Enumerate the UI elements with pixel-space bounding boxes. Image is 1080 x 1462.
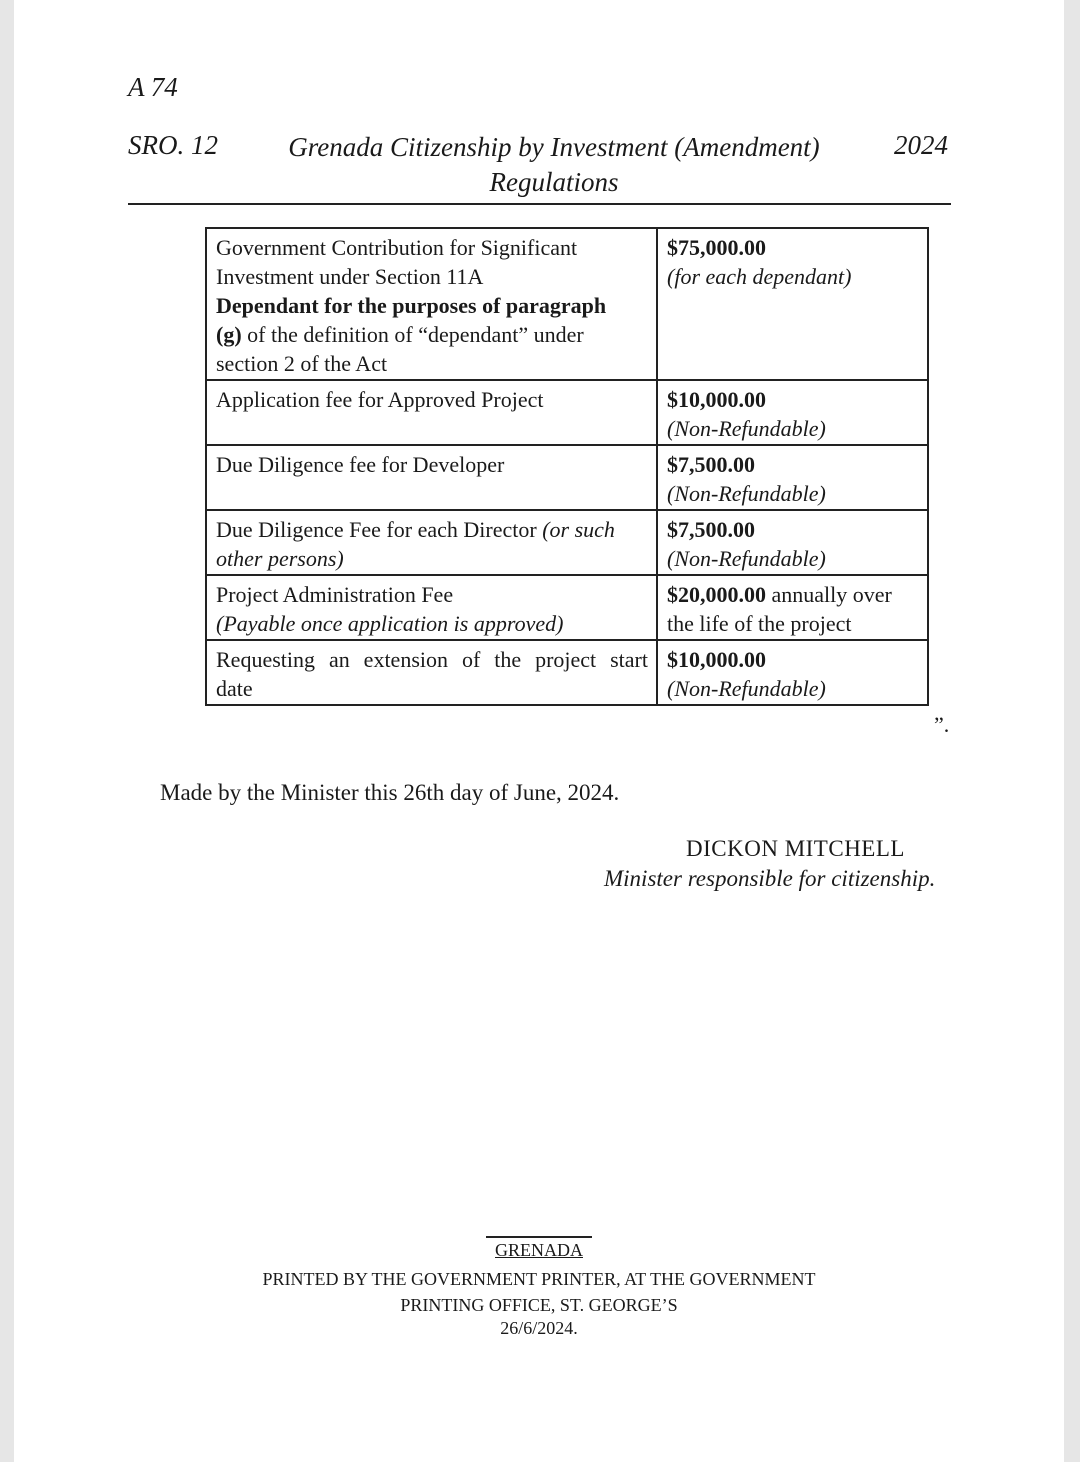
- header-title-line2: Regulations: [489, 167, 619, 197]
- fee-description: Requesting an extension of the project start date: [206, 640, 657, 705]
- footer-rule: [486, 1236, 592, 1238]
- header-title: [244, 130, 864, 200]
- fee-amount: $7,500.00 (Non-Refundable): [657, 445, 928, 510]
- made-by-statement: Made by the Minister this 26th day of June, 2024.: [160, 780, 620, 805]
- fee-table: [205, 227, 929, 706]
- fee-description: Application fee for Approved Project: [206, 380, 657, 445]
- footer-printer: PRINTED BY THE GOVERNMENT PRINTER, AT THE GOVERNMENT PRINTING OFFICE, ST. GEORGE’S: [262, 1269, 816, 1315]
- header-sro-number: SRO. 12: [128, 130, 218, 160]
- table-row: [206, 640, 928, 705]
- fee-description: Due Diligence Fee for each Director (or such other persons): [206, 510, 657, 575]
- table-row: [206, 380, 928, 445]
- header-rule: [128, 203, 951, 205]
- header-year: 2024: [894, 130, 948, 160]
- fee-amount: $20,000.00 annually over the life of the project: [657, 575, 928, 640]
- signatory-role: Minister responsible for citizenship.: [604, 866, 936, 891]
- footer-date: 26/6/2024.: [500, 1318, 578, 1338]
- fee-description: Project Administration Fee (Payable once application is approved): [206, 575, 657, 640]
- fee-amount: $7,500.00 (Non-Refundable): [657, 510, 928, 575]
- fee-description: Due Diligence fee for Developer: [206, 445, 657, 510]
- table-row: [206, 228, 928, 380]
- closing-quote: ”.: [934, 712, 950, 737]
- fee-description: Government Contribution for Significant Investment under Section 11A Dependant for the purposes of paragraph (g) of the definition of “dependant” under section 2 of the Act: [206, 228, 657, 380]
- table-row: [206, 445, 928, 510]
- document-page: [14, 0, 1064, 1462]
- fee-amount: $75,000.00 (for each dependant): [657, 228, 928, 380]
- table-row: [206, 510, 928, 575]
- fee-amount: $10,000.00 (Non-Refundable): [657, 640, 928, 705]
- signatory-name: DICKON MITCHELL: [686, 836, 905, 861]
- page-number: A 74: [128, 72, 178, 102]
- table-row: [206, 575, 928, 640]
- fee-amount: $10,000.00 (Non-Refundable): [657, 380, 928, 445]
- footer-country: GRENADA: [495, 1240, 583, 1260]
- header-title-line1: Grenada Citizenship by Investment (Amendment): [288, 132, 820, 162]
